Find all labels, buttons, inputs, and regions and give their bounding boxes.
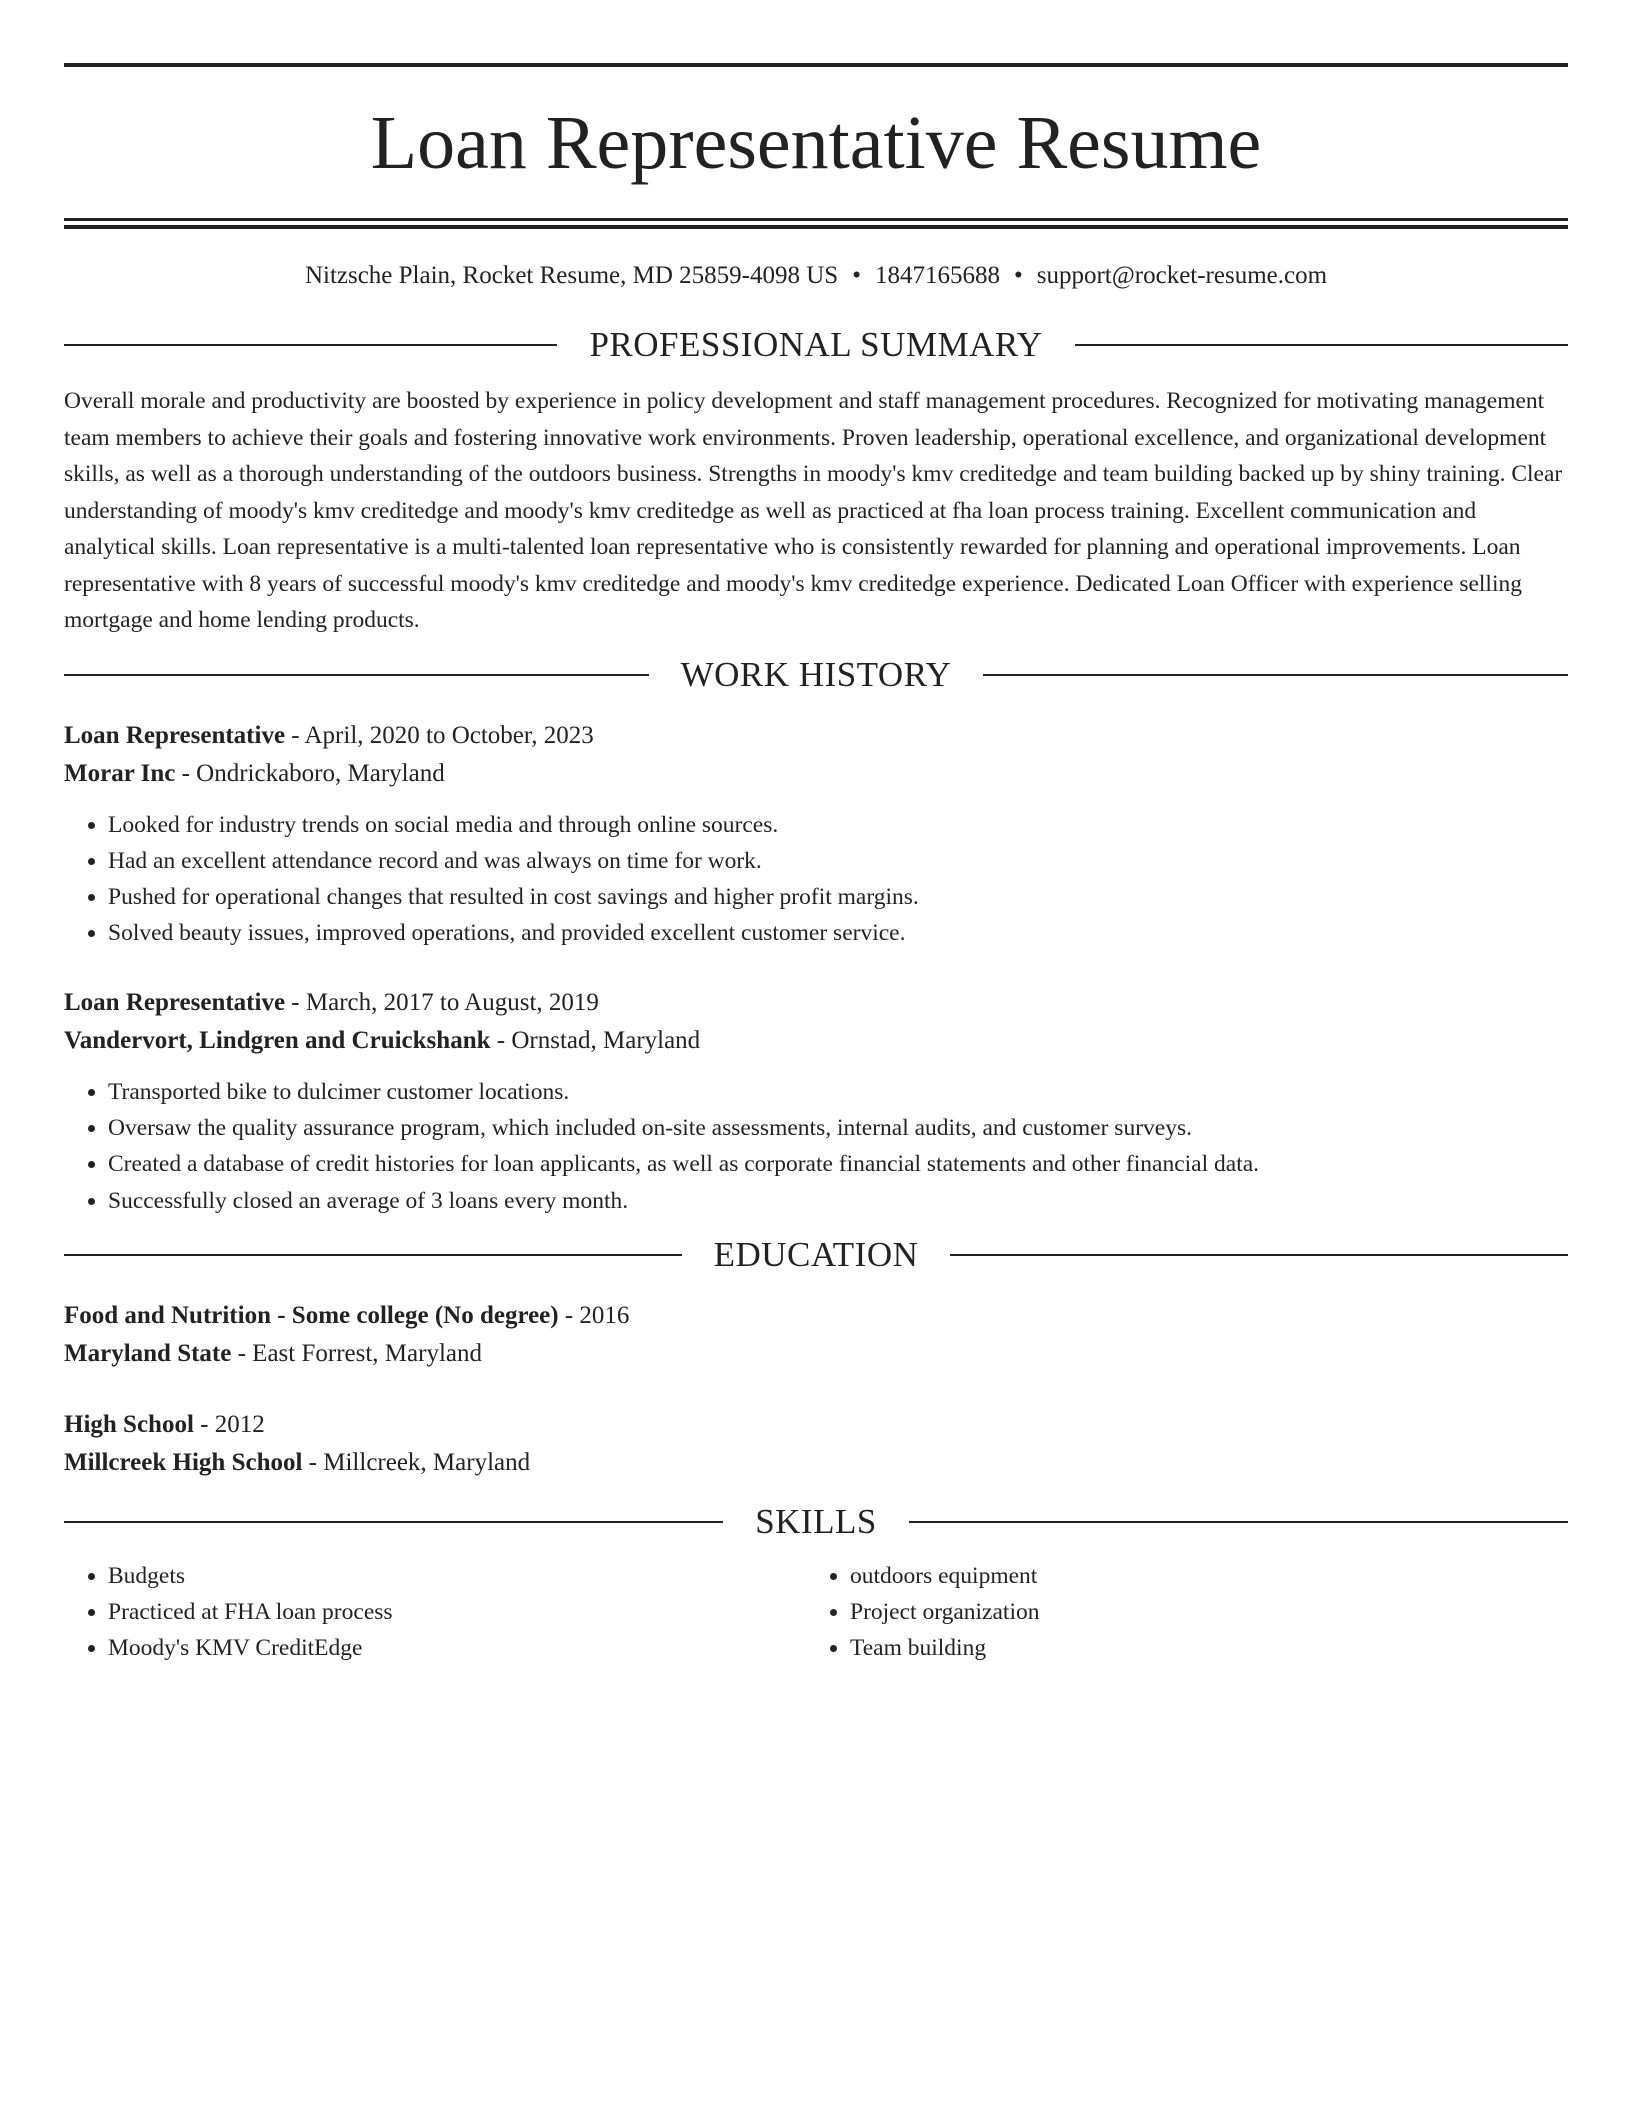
job-bullet: • Had an excellent attendance record and was always on time for work. <box>108 843 1568 879</box>
section-title-skills: SKILLS <box>755 1501 877 1541</box>
skill-item: • Project organization <box>850 1594 1548 1630</box>
education-degree-line <box>64 1297 1568 1335</box>
education-school: Maryland State <box>64 1339 232 1367</box>
section-title-summary: PROFESSIONAL SUMMARY <box>589 325 1043 364</box>
job-bullet: • Pushed for operational changes that resulted in cost savings and higher profit margins. <box>108 879 1568 915</box>
education-location: - Millcreek, Maryland <box>302 1448 531 1476</box>
contact-address: Nitzsche Plain, Rocket Resume, MD 25859-4098 US <box>304 262 839 289</box>
job-bullet: • Looked for industry trends on social media and through online sources. <box>108 807 1568 843</box>
job-location: - Ornstad, Maryland <box>490 1026 701 1054</box>
education-degree-line <box>64 1406 1568 1444</box>
section-rule <box>64 674 649 676</box>
resume-page <box>64 0 1568 1666</box>
skills-list <box>64 1558 1568 1666</box>
job-dates: - March, 2017 to August, 2019 <box>285 988 599 1016</box>
job-location: - Ondrickaboro, Maryland <box>175 759 445 787</box>
section-header-summary <box>64 323 1568 367</box>
job-company-line <box>64 755 1568 793</box>
contact-separator: • <box>1013 262 1023 289</box>
contact-separator: • <box>852 262 861 289</box>
header-top-rule <box>64 63 1568 67</box>
skill-item: • Team building <box>850 1630 1548 1666</box>
job-title: Loan Representative <box>64 721 286 749</box>
education-location: - East Forrest, Maryland <box>231 1339 482 1367</box>
job-company: Morar Inc <box>64 759 176 787</box>
job-bullet: • Successfully closed an average of 3 loans every month. <box>108 1183 1568 1219</box>
job-company-line <box>64 1022 1568 1060</box>
education-entry <box>64 1297 1568 1373</box>
job-entry <box>64 984 1568 1219</box>
education-entry <box>64 1406 1568 1482</box>
section-rule <box>950 1254 1568 1256</box>
education-degree: Food and Nutrition - Some college (No degree) <box>64 1301 559 1329</box>
job-title-line <box>64 717 1568 755</box>
job-bullets <box>64 807 1568 952</box>
job-bullet: • Transported bike to dulcimer customer locations. <box>108 1074 1568 1110</box>
education-school-line <box>64 1335 1568 1373</box>
section-header-work <box>64 653 1568 697</box>
section-rule <box>64 1254 682 1256</box>
resume-title: Loan Representative Resume <box>370 101 1262 185</box>
section-rule <box>1075 344 1568 346</box>
skill-item: • Moody's KMV CreditEdge <box>108 1630 806 1666</box>
education-year: - 2012 <box>193 1410 265 1438</box>
job-company: Vandervort, Lindgren and Cruickshank <box>64 1026 491 1054</box>
job-bullet: • Solved beauty issues, improved operations, and provided excellent customer service. <box>108 915 1568 951</box>
section-header-education <box>64 1233 1568 1277</box>
education-year: - 2016 <box>558 1301 630 1329</box>
skill-item: • Budgets <box>108 1558 806 1594</box>
education-degree: High School <box>64 1410 194 1438</box>
job-bullets <box>64 1074 1568 1219</box>
section-rule <box>64 344 557 346</box>
job-bullet: • Created a database of credit histories for loan applicants, as well as corporate financial statements and other financial data. <box>108 1146 1568 1182</box>
job-entry <box>64 717 1568 952</box>
contact-email: support@rocket-resume.com <box>1036 262 1328 289</box>
header-double-rule <box>64 218 1568 229</box>
job-bullet: • Oversaw the quality assurance program, which included on-site assessments, internal audits, and customer surveys. <box>108 1110 1568 1146</box>
section-rule <box>64 1521 723 1523</box>
section-header-skills <box>64 1500 1568 1544</box>
education-school-line <box>64 1444 1568 1482</box>
section-title-work: WORK HISTORY <box>680 654 952 694</box>
section-rule <box>983 674 1568 676</box>
contact-phone: 1847165688 <box>874 262 1000 289</box>
section-rule <box>909 1521 1568 1523</box>
job-dates: - April, 2020 to October, 2023 <box>285 721 594 749</box>
skills-column-right <box>806 1558 1548 1666</box>
contact-line <box>64 259 1568 293</box>
section-title-education: EDUCATION <box>713 1234 919 1274</box>
job-title: Loan Representative <box>64 988 286 1016</box>
education-school: Millcreek High School <box>64 1448 303 1476</box>
skills-column-left <box>64 1558 806 1666</box>
skill-item: • Practiced at FHA loan process <box>108 1594 806 1630</box>
skill-item: • outdoors equipment <box>850 1558 1548 1594</box>
summary-text: Overall morale and productivity are boosted by experience in policy development and staff management procedures. Recognized for motivating management team members to achieve their goals and fostering innovative work environments. Proven leadership, operational excellence, and organizational development skills, as well as a thorough understanding of the outdoors business. Strengths in moody's kmv creditedge and team building backed up by shiny training. Clear understanding of moody's kmv creditedge and moody's kmv creditedge as well as practiced at fha loan process training. Excellent communication and analytical skills. Loan representative is a multi-talented loan representative who is consistently rewarded for planning and operational improvements. Loan representative with 8 years of successful moody's kmv creditedge and moody's kmv creditedge experience. Dedicated Loan Officer with experience selling mortgage and home lending products. <box>64 388 1563 633</box>
job-title-line <box>64 984 1568 1022</box>
